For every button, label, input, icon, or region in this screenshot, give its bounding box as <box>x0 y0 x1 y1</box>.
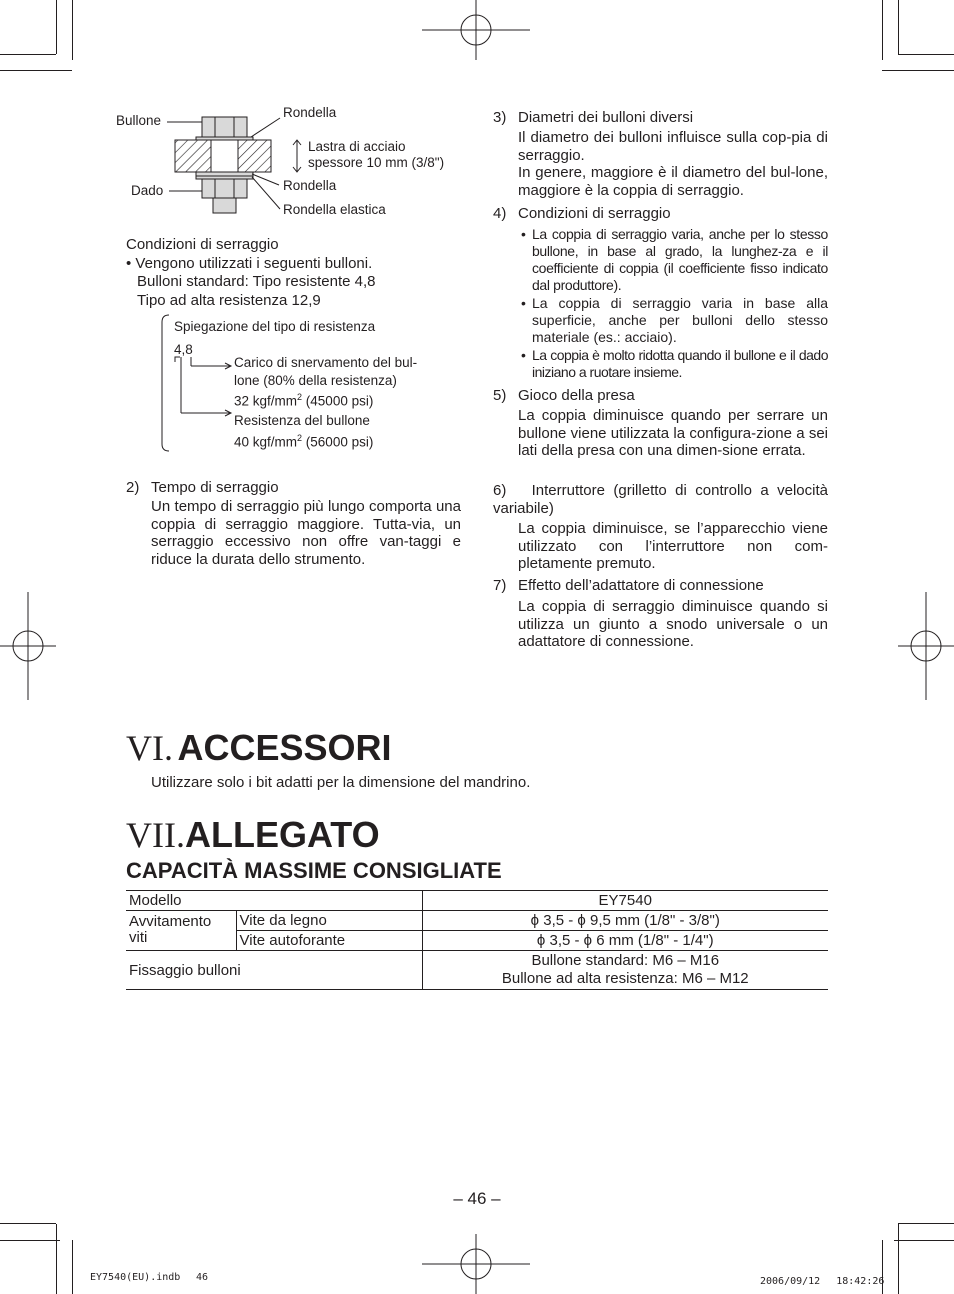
cell-legno: Vite da legno <box>236 911 422 931</box>
item5-num: 5) <box>493 387 507 404</box>
section-vii-title: ALLEGATO <box>184 814 380 855</box>
section-vii-number: VII. <box>126 815 185 855</box>
item6-head: 6) Interruttore (grilletto di controllo a velocità variabile) <box>493 482 828 517</box>
cell-avvitamento: Avvitamento viti <box>126 911 236 951</box>
item7-title: Effetto dell’adattatore di connessione <box>518 577 764 594</box>
cell-legno-value: ϕ 3,5 - ϕ 9,5 mm (1/8" - 3/8") <box>422 911 828 931</box>
label-rondella-top: Rondella <box>283 105 337 120</box>
item3-num: 3) <box>493 109 507 126</box>
table-row <box>126 911 828 931</box>
item3-body1: Il diametro dei bulloni influisce sulla cop-pia di serraggio. <box>518 129 828 164</box>
capacity-subtitle: CAPACITÀ MASSIME CONSIGLIATE <box>126 858 502 883</box>
capacity-table <box>126 890 828 990</box>
section-vi-title: ACCESSORI <box>177 727 392 768</box>
cell-modello: Modello <box>126 891 422 911</box>
item5-title: Gioco della presa <box>518 387 635 404</box>
footer-datetime: 2006/09/12 18:42:26 <box>760 1276 885 1287</box>
footer-page: 46 <box>196 1272 209 1283</box>
explain-title: Spiegazione del tipo di resistenza <box>174 319 376 334</box>
item4-bullets: • La coppia di serraggio varia, anche per lo stesso bullone, in base al grado, la lunghez-za e il coefficiente di coppia (il coefficiente fisso indicato dal produttore). • La coppia di serraggio varia in base alla superficie, anche per bulloni dello stesso materiale (es.: acciaio). • La coppia è molto ridotta quando il bullone e il dado iniziano a ruotare insieme. <box>521 226 828 380</box>
standard-bolts: Bulloni standard: Tipo resistente 4,8 <box>137 273 376 290</box>
table-row <box>126 951 828 990</box>
footer-file: EY7540(EU).indb <box>90 1272 181 1283</box>
page-number: – 46 – <box>453 1189 501 1208</box>
section-vi-heading <box>126 727 391 769</box>
item5-body: La coppia diminuisce quando per serrare un bullone viene utilizzata la configura-zione a sei lati della presa con una dimen-sione errata. <box>518 407 828 459</box>
item7-body: La coppia di serraggio diminuisce quando si utilizza un giunto a snodo universale o un adattatore di connessione. <box>518 598 828 650</box>
conditions-bullet: • Vengono utilizzati i seguenti bulloni. <box>126 255 373 272</box>
section-vi-text: Utilizzare solo i bit adatti per la dimensione del mandrino. <box>151 774 531 791</box>
strength-note: Resistenza del bullone 40 kgf/$mm^2$ (56000 psi) <box>234 413 374 449</box>
yield-note: Carico di snervamento del bul- lone (80% della resistenza) 32 kgf/$mm^2$ (45000 psi) <box>234 355 418 409</box>
section-vii-heading <box>126 814 380 856</box>
label-dado: Dado <box>131 183 164 198</box>
cell-fissaggio-value: Bullone standard: M6 – M16 Bullone ad alta resistenza: M6 – M12 <box>422 951 828 990</box>
cell-fissaggio: Fissaggio bulloni <box>126 951 422 990</box>
item2-body: Un tempo di serraggio più lungo comporta una coppia di serraggio maggiore. Tutta-via, un serraggio eccessivo non offre van-taggi e riduce la durata dello strumento. <box>151 498 461 568</box>
strength-value: 4,8 <box>174 342 193 357</box>
item7-num: 7) <box>493 577 507 594</box>
item6-body: La coppia diminuisce, se l’apparecchio viene utilizzato con l’interruttore non com-pletamente premuto. <box>518 520 828 572</box>
item3-title: Diametri dei bulloni diversi <box>518 109 694 126</box>
cell-autoforante: Vite autoforante <box>236 931 422 951</box>
label-rondella-elastica: Rondella elastica <box>283 202 386 217</box>
item4-title: Condizioni di serraggio <box>518 205 671 222</box>
label-rondella-bottom: Rondella <box>283 178 337 193</box>
item2-num: 2) <box>126 479 140 496</box>
item2-title: Tempo di serraggio <box>151 479 279 496</box>
label-lastra-2: spessore 10 mm (3/8") <box>308 155 445 170</box>
item4-num: 4) <box>493 205 507 222</box>
label-lastra-1: Lastra di acciaio <box>308 139 406 154</box>
label-bullone: Bullone <box>116 113 162 128</box>
cell-autoforante-value: ϕ 3,5 - ϕ 6 mm (1/8" - 1/4") <box>422 931 828 951</box>
table-row <box>126 891 828 911</box>
high-strength-bolts: Tipo ad alta resistenza 12,9 <box>137 292 321 309</box>
section-vi-number: VI. <box>126 728 173 768</box>
item3-body2: In genere, maggiore è il diametro del bul-lone, maggiore è la coppia di serraggio. <box>518 164 828 199</box>
cell-model-value: EY7540 <box>422 891 828 911</box>
conditions-title: Condizioni di serraggio <box>126 236 279 253</box>
